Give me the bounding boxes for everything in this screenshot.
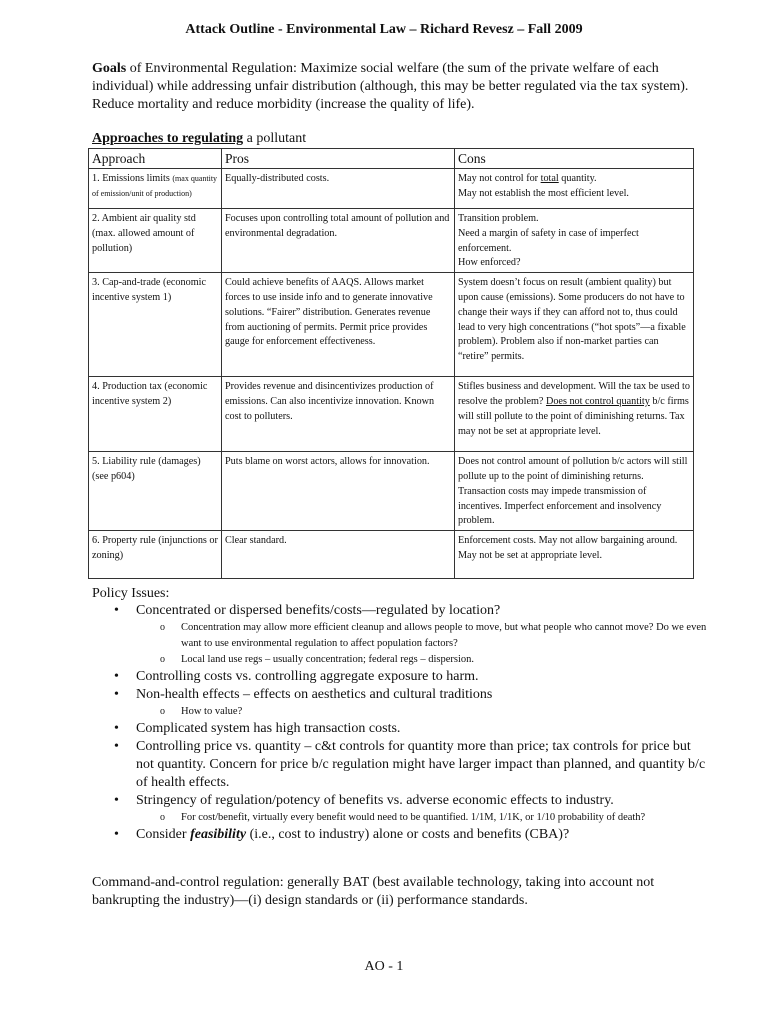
bullet-marker: •: [114, 603, 119, 618]
approach-text: 3. Cap-and-trade (economic incentive system 1): [92, 277, 206, 303]
policy-subitem-text: For cost/benefit, virtually every benefit would need to be quantified. 1/1M, 1/1K, or 1/10 probability of death?: [181, 812, 646, 823]
pros-text: Equally-distributed costs.: [225, 173, 330, 184]
policy-item-emphasis: feasibility: [190, 827, 247, 842]
pros-cell: [222, 209, 455, 273]
pros-cell: [222, 377, 455, 452]
cons-text: Does not control amount of pollution b/c actors will still pollute up to the point of diminishing returns. Transaction costs may impede transmission of incentives. Imperfect enforcement and insolvency problem.: [458, 456, 688, 527]
approach-cell: [89, 209, 222, 273]
policy-item: [92, 738, 712, 792]
pros-text: Focuses upon controlling total amount of pollution and environmental degradation.: [225, 213, 450, 239]
table-row: [89, 531, 694, 579]
command-control-paragraph: Command-and-control regulation: generally BAT (best available technology, taking into account not bankrupting the industry)—(i) design standards or (ii) performance standards.: [92, 875, 655, 908]
policy-item-text: Complicated system has high transaction costs.: [136, 721, 401, 736]
table-row: [89, 209, 694, 273]
policy-item-text: Concentrated or dispersed benefits/costs—regulated by location?: [136, 603, 501, 618]
header-pros: Pros: [222, 149, 455, 169]
policy-subitem-text: How to value?: [181, 706, 243, 717]
policy-item-text: Controlling price vs. quantity – c&t controls for quantity more than price; tax controls for price but not quantity. Concern for price b/c regulation might have larger impact than planned, and quantity b/c of health effects.: [136, 739, 706, 790]
bullet-marker: •: [114, 687, 119, 702]
cons-text: May not establish the most efficient level.: [458, 187, 629, 199]
cons-text: quantity.: [558, 173, 597, 184]
approach-cell: [89, 169, 222, 209]
approaches-table: [88, 148, 694, 579]
sub-bullet-marker: o: [160, 622, 165, 633]
cons-emphasis: Does not control quantity: [545, 395, 650, 407]
policy-subitem-text: Local land use regs – usually concentration; federal regs – dispersion.: [181, 654, 475, 665]
policy-item: [92, 602, 712, 668]
policy-item: [92, 720, 712, 738]
policy-item: [92, 686, 712, 720]
bullet-marker: •: [114, 739, 119, 754]
cons-text: Need a margin of safety in case of imperfect enforcement.: [458, 227, 639, 254]
pros-text: Clear standard.: [225, 535, 287, 547]
policy-item-text: Stringency of regulation/potency of benefits vs. adverse economic effects to industry.: [136, 793, 614, 808]
pros-cell: [222, 531, 455, 579]
table-row: [89, 452, 694, 531]
header-cons: Cons: [455, 149, 694, 169]
approach-text: 4. Production tax (economic incentive system 2): [92, 381, 208, 407]
bullet-marker: •: [114, 669, 119, 684]
approach-text: 1. Emissions limits: [92, 173, 173, 184]
cons-text: May not control for: [458, 173, 541, 184]
pros-cell: [222, 169, 455, 209]
policy-subitem: [136, 620, 712, 652]
policy-subitem: [136, 810, 712, 826]
cons-cell: [455, 531, 694, 579]
approach-cell: [89, 273, 222, 377]
approach-cell: [89, 452, 222, 531]
table-row: [89, 273, 694, 377]
approach-text: 5. Liability rule (damages) (see p604): [92, 456, 201, 482]
cons-cell: [455, 273, 694, 377]
cons-text: Enforcement costs. May not allow bargaining around. May not be set at appropriate level.: [458, 535, 678, 561]
approach-text: 2. Ambient air quality std (max. allowed amount of pollution): [92, 213, 196, 254]
cons-cell: [455, 209, 694, 273]
policy-item: [92, 826, 712, 844]
cons-cell: [455, 452, 694, 531]
pros-text: Provides revenue and disincentivizes production of emissions. Can also incentivize innovation. Known cost to polluters.: [225, 381, 435, 422]
policy-heading: Policy Issues:: [92, 586, 170, 601]
goals-label: Goals: [92, 61, 127, 76]
sub-bullet-marker: o: [160, 654, 165, 665]
cons-text: Stifles business and development. Will the tax be used to resolve the problem?: [458, 381, 690, 407]
bullet-marker: •: [114, 721, 119, 736]
policy-item: [92, 792, 712, 826]
table-row: [89, 377, 694, 452]
document-title: Attack Outline - Environmental Law – Richard Revesz – Fall 2009: [185, 22, 583, 37]
cons-cell: [455, 169, 694, 209]
table-row: [89, 169, 694, 209]
approaches-heading-rest: a pollutant: [243, 131, 307, 146]
cons-emphasis: total: [540, 173, 559, 184]
approach-cell: [89, 377, 222, 452]
policy-item-text: Consider: [136, 827, 191, 842]
cons-text: System doesn’t focus on result (ambient quality) but upon cause (emissions). Some producers do not have to change their ways if they can afford not to, thus could lead to very high concentrations (“hot spots”—a fixable problem). Problem also if non-market parties can “retire” permits.: [458, 277, 686, 363]
cons-text: How enforced?: [458, 257, 521, 269]
table-body: [89, 169, 694, 579]
pros-text: Could achieve benefits of AAQS. Allows market forces to use inside info and to generate innovative solutions. “Fairer” distribution. Generates revenue from auctioning of permits. Permit price provides gauge for enforcement effectiveness.: [225, 277, 433, 348]
cons-text: b/c firms will still pollute to the point of diminishing returns. Tax may not be set at appropriate level.: [458, 395, 689, 437]
policy-item-text: Controlling costs vs. controlling aggregate exposure to harm.: [136, 669, 479, 684]
bullet-marker: •: [114, 827, 119, 842]
approaches-heading-bold: Approaches to regulating: [92, 131, 244, 146]
table-header-row: [89, 149, 694, 169]
policy-sublist: [136, 810, 712, 826]
policy-item-text: (i.e., cost to industry) alone or costs and benefits (CBA)?: [246, 827, 570, 842]
pros-text: Puts blame on worst actors, allows for innovation.: [225, 456, 430, 468]
pros-cell: [222, 273, 455, 377]
approach-note: (max quantity of emission/unit of production): [92, 174, 218, 198]
approaches-heading: [92, 131, 306, 147]
policy-subitem: [136, 704, 712, 720]
policy-sublist: [136, 704, 712, 720]
sub-bullet-marker: o: [160, 812, 165, 823]
approach-cell: [89, 531, 222, 579]
bullet-marker: •: [114, 793, 119, 808]
goals-text: of Environmental Regulation: Maximize social welfare (the sum of the private welfare of each individual) while addressing unfair distribution (although, this may be better regulated via the tax system). Reduce mortality and reduce morbidity (increase the quality of life).: [92, 61, 689, 112]
pros-cell: [222, 452, 455, 531]
policy-subitem: [136, 652, 712, 668]
approach-text: 6. Property rule (injunctions or zoning): [92, 535, 218, 561]
goals-paragraph: [92, 60, 712, 114]
policy-sublist: [136, 620, 712, 668]
page-footer: AO - 1: [364, 959, 404, 974]
cons-cell: [455, 377, 694, 452]
policy-item-text: Non-health effects – effects on aesthetics and cultural traditions: [136, 687, 493, 702]
cons-text: Transition problem.: [458, 213, 539, 224]
header-approach: Approach: [89, 149, 222, 169]
policy-item: [92, 668, 712, 686]
sub-bullet-marker: o: [160, 706, 165, 717]
policy-list: [92, 602, 712, 844]
policy-subitem-text: Concentration may allow more efficient cleanup and allows people to move, but what people who cannot move? Do we even want to use environmental regulation to affect population factors?: [181, 622, 707, 649]
